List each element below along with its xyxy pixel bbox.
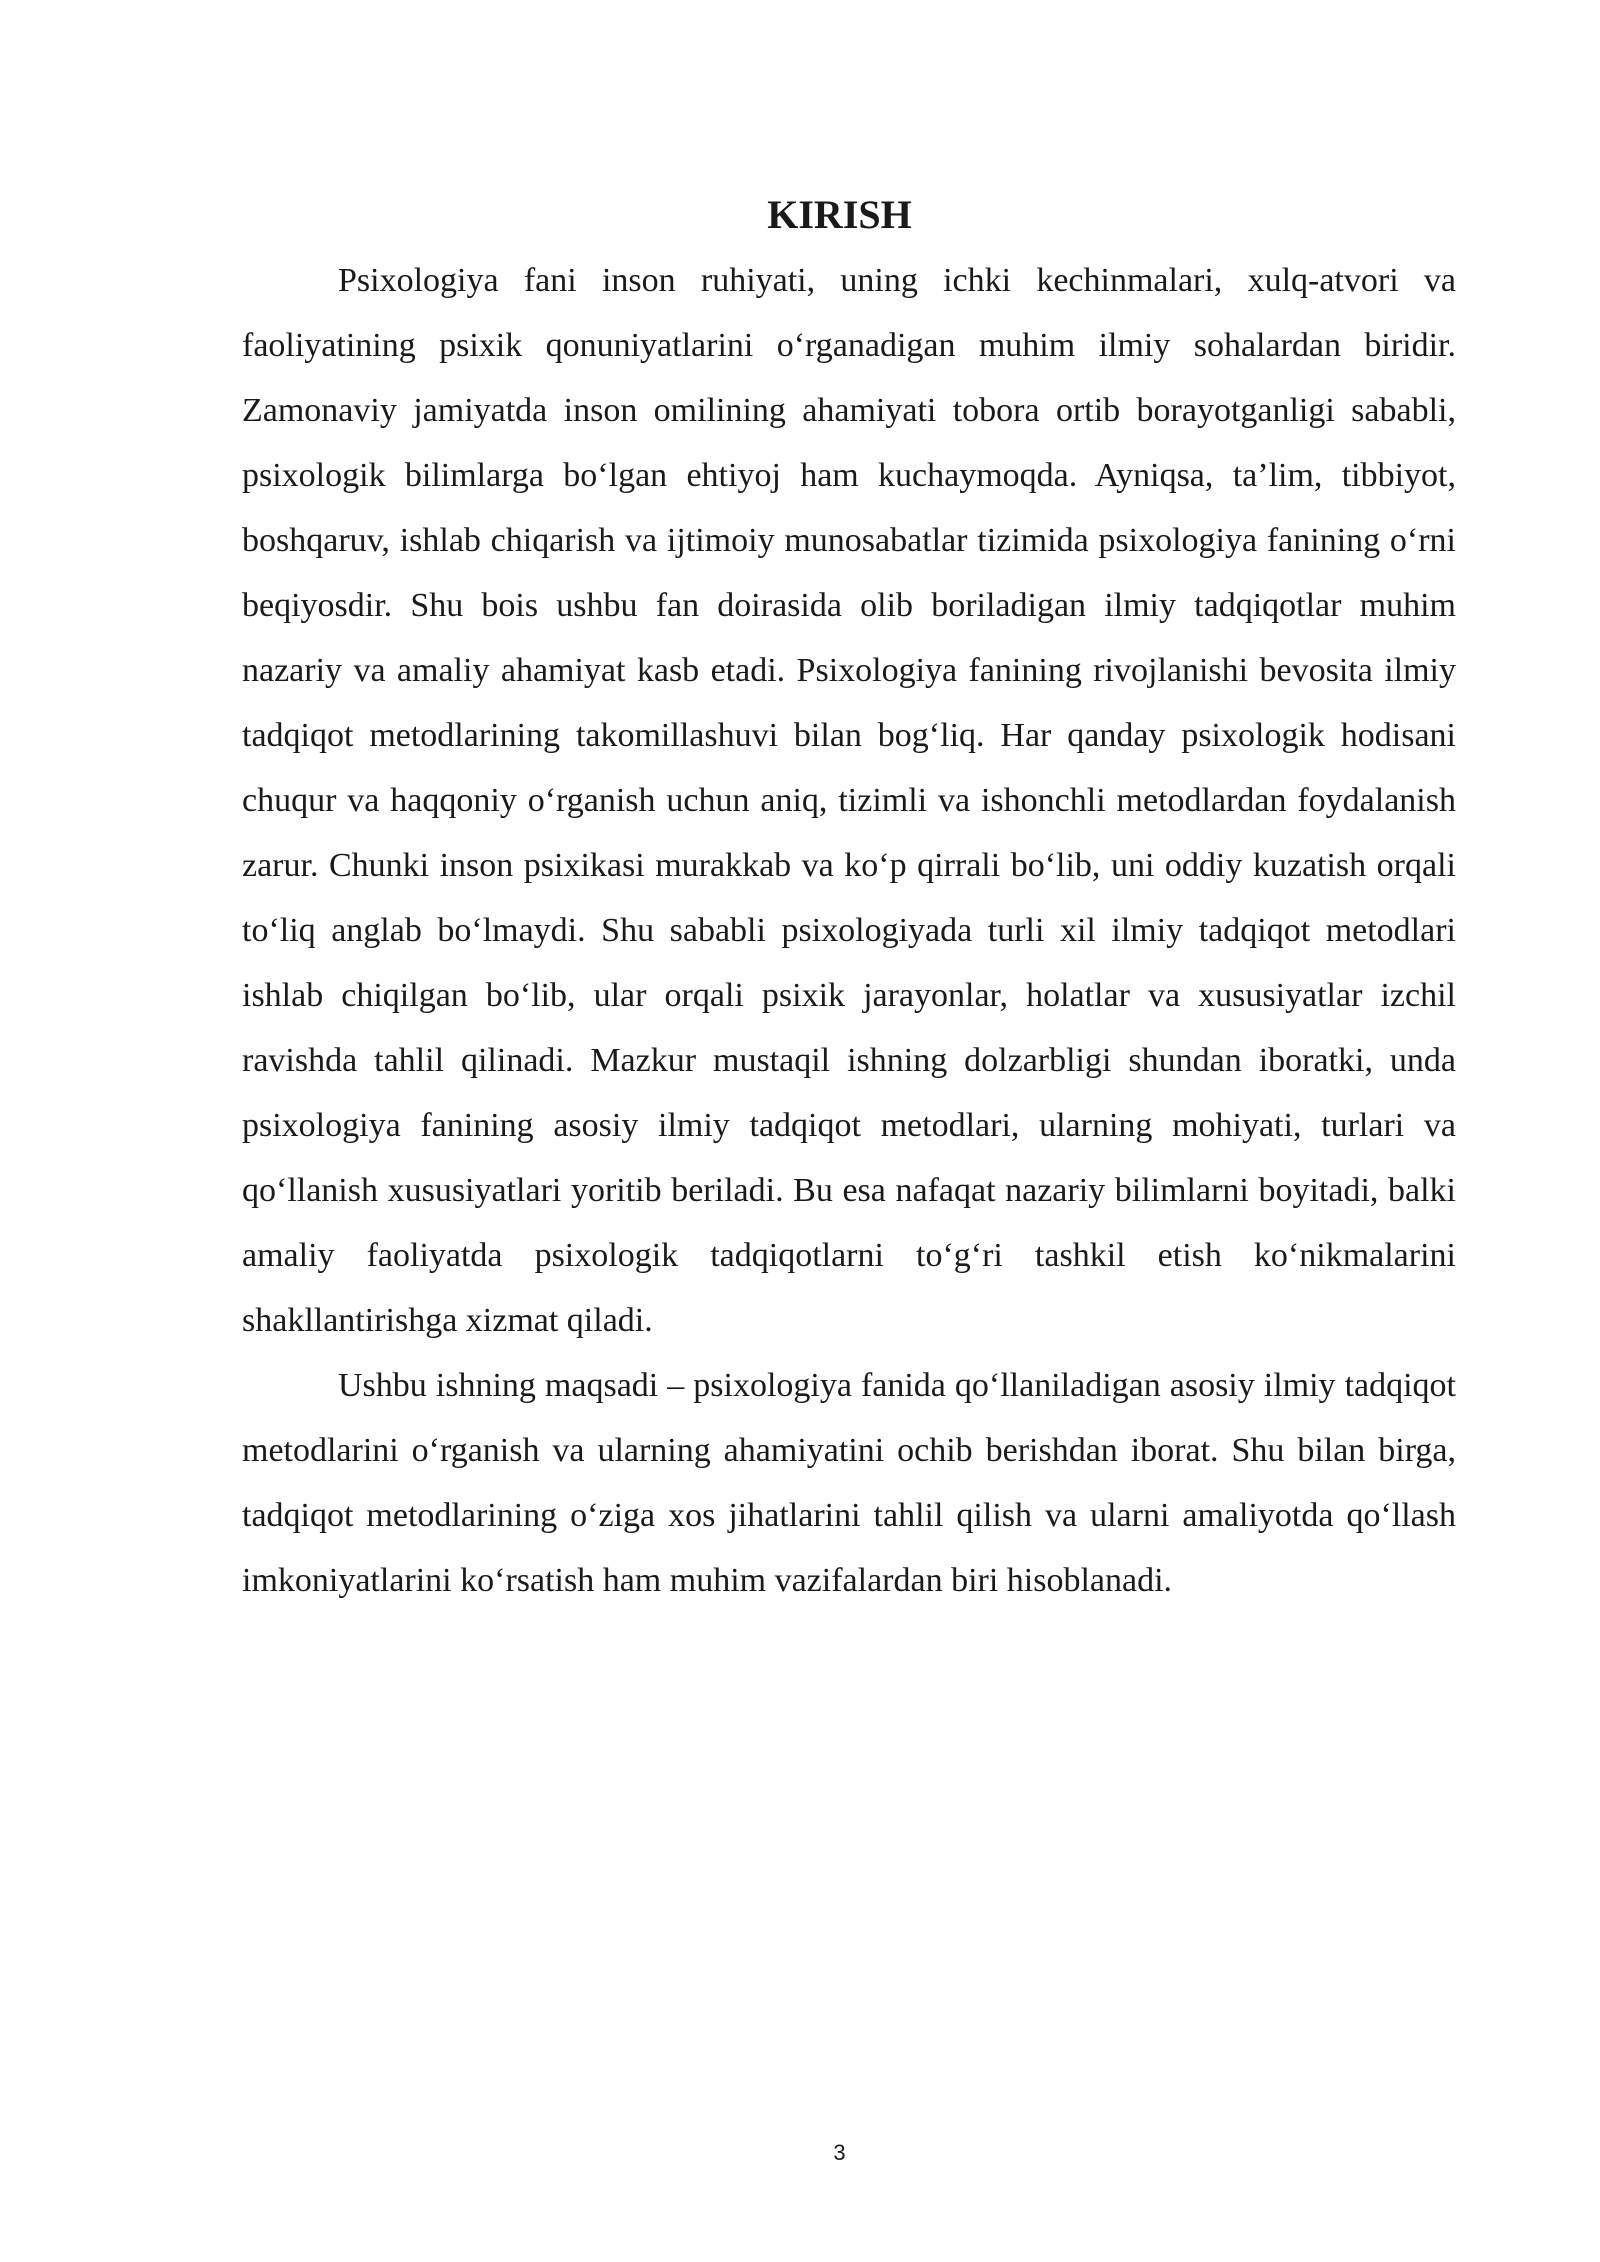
body-text <box>242 248 1456 1613</box>
page-number: 3 <box>833 2140 846 2165</box>
section-heading: KIRISH <box>767 192 912 237</box>
paragraph: Ushbu ishning maqsadi – psixologiya fanida qo‘llaniladigan asosiy ilmiy tadqiqot metodlarini o‘rganish va ularning ahamiyatini ochib berishdan iborat. Shu bilan birga, tadqiqot metodlarining o‘ziga xos jihatlarini tahlil qilish va ularni amaliyotda qo‘llash imkoniyatlarini ko‘rsatish ham muhim vazifalardan biri hisoblanadi. <box>242 1367 1456 1599</box>
paragraph: Psixologiya fani inson ruhiyati, uning ichki kechinmalari, xulq-atvori va faoliyatining psixik qonuniyatlarini o‘rganadigan muhim ilmiy sohalardan biridir. Zamonaviy jamiyatda inson omilining ahamiyati tobora ortib borayotganligi sababli, psixologik bilimlarga bo‘lgan ehtiyoj ham kuchaymoqda. Ayniqsa, ta’lim, tibbiyot, boshqaruv, ishlab chiqarish va ijtimoiy munosabatlar tizimida psixologiya fanining o‘rni beqiyosdir. Shu bois ushbu fan doirasida olib boriladigan ilmiy tadqiqotlar muhim nazariy va amaliy ahamiyat kasb etadi. Psixologiya fanining rivojlanishi bevosita ilmiy tadqiqot metodlarining takomillashuvi bilan bog‘liq. Har qanday psixologik hodisani chuqur va haqqoniy o‘rganish uchun aniq, tizimli va ishonchli metodlardan foydalanish zarur. Chunki inson psixikasi murakkab va ko‘p qirrali bo‘lib, uni oddiy kuzatish orqali to‘liq anglab bo‘lmaydi. Shu sababli psixologiyada turli xil ilmiy tadqiqot metodlari ishlab chiqilgan bo‘lib, ular orqali psixik jarayonlar, holatlar va xususiyatlar izchil ravishda tahlil qilinadi. Mazkur mustaqil ishning dolzarbligi shundan iboratki, unda psixologiya fanining asosiy ilmiy tadqiqot metodlari, ularning mohiyati, turlari va qo‘llanish xususiyatlari yoritib beriladi. Bu esa nafaqat nazariy bilimlarni boyitadi, balki amaliy faoliyatda psixologik tadqiqotlarni to‘g‘ri tashkil etish ko‘nikmalarini shakllantirishga xizmat qiladi. <box>242 262 1456 1339</box>
